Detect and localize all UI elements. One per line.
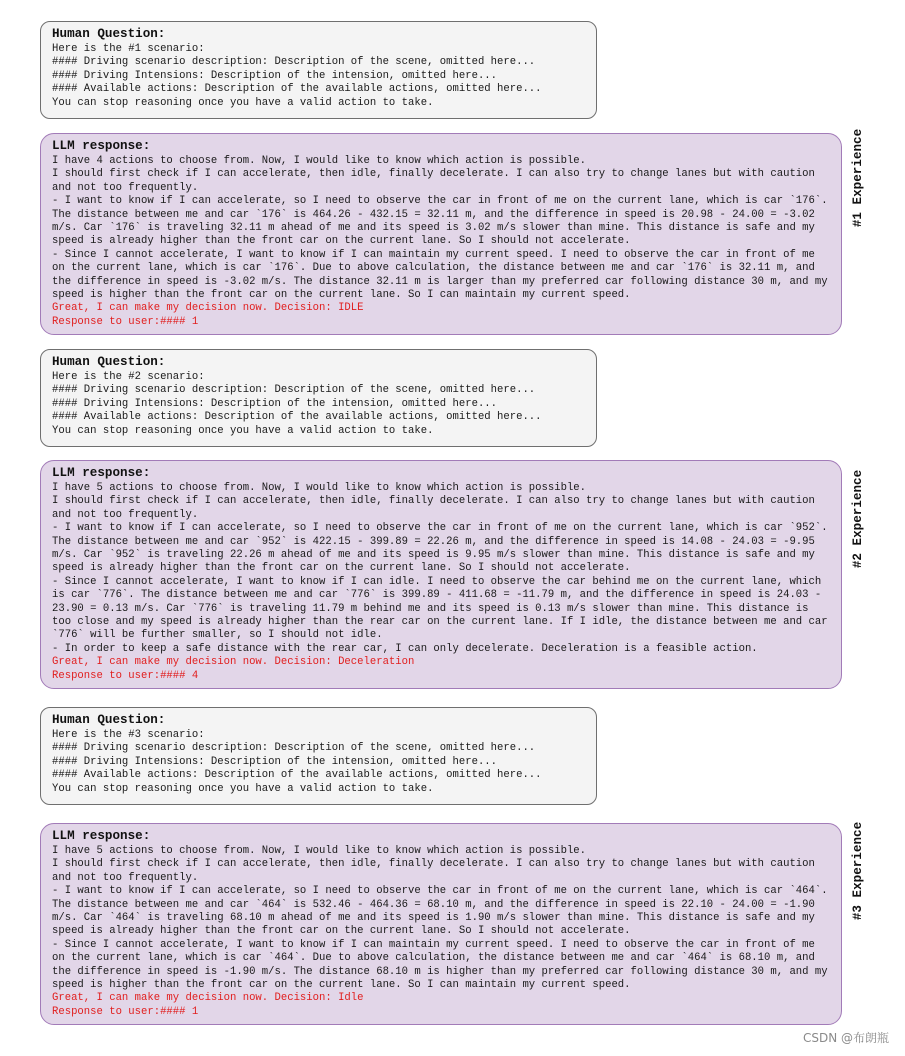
question-line: #### Available actions: Description of the available actions, omitted here... bbox=[52, 83, 542, 96]
experience-label-text: #2 Experience bbox=[851, 469, 865, 569]
human-question-box-1 bbox=[40, 21, 597, 119]
human-question-box-2 bbox=[40, 349, 597, 447]
response-line: - I want to know if I can accelerate, so I need to observe the car in front of me on the current lane, which is car `176`. The distance between me and car `176` is 464.26 - 432.15 = 32.11 m, and the difference in speed is 20.98 - 24.00 = -3.02 m/s. Car `176` is traveling 32.11 m ahead of me and its speed is 3.02 m/s slower than mine. This distance is safe and my speed is already higher than the front car on the current lane. So I should not accelerate. bbox=[52, 195, 828, 248]
response-line: I should first check if I can accelerate, then idle, finally decelerate. I can also try to change lanes but with caution and not too frequently. bbox=[52, 168, 815, 194]
response-line: - Since I cannot accelerate, I want to know if I can maintain my current speed. I need to observe the car in front of me on the current lane, which is car `176`. Due to above calculation, the distance between me and car `176` is 32.11 m, and the difference in speed is -3.02 m/s. The distance 32.11 m is larger than my preferred car following distance 30 m, and my speed is higher than the front car on the current lane. So I can maintain my current speed. bbox=[52, 248, 828, 302]
question-line: #### Driving scenario description: Description of the scene, omitted here... bbox=[52, 56, 536, 69]
response-line: I have 4 actions to choose from. Now, I would like to know which action is possible. bbox=[52, 155, 587, 167]
user-response-text: Response to user:#### 4 bbox=[52, 669, 199, 682]
response-title: LLM response: bbox=[52, 139, 151, 153]
question-title: Human Question: bbox=[52, 355, 166, 369]
response-line: - I want to know if I can accelerate, so I need to observe the car in front of me on the current lane, which is car `952`. The distance between me and car `952` is 422.15 - 399.89 = 22.26 m, and the difference in speed is 14.08 - 24.03 = -9.95 m/s. Car `952` is traveling 22.26 m ahead of me and its speed is 9.95 m/s slower than mine. This distance is safe and my speed is already higher than the front car on the current lane. So I should not accelerate. bbox=[52, 522, 828, 575]
response-line: - I want to know if I can accelerate, so I need to observe the car in front of me on the current lane, which is car `464`. The distance between me and car `464` is 532.46 - 464.36 = 68.10 m, and the difference in speed is 22.10 - 24.00 = -1.90 m/s. Car `464` is traveling 68.10 m ahead of me and its speed is 1.90 m/s slower than mine. This distance is safe and my speed is already higher than the front car on the current lane. So I should not accelerate. bbox=[52, 885, 828, 938]
question-line: #### Available actions: Description of the available actions, omitted here... bbox=[52, 411, 542, 424]
question-line: #### Available actions: Description of the available actions, omitted here... bbox=[52, 769, 542, 782]
decision-text: Great, I can make my decision now. Decision: Idle bbox=[52, 992, 364, 1005]
response-line: I have 5 actions to choose from. Now, I would like to know which action is possible. bbox=[52, 845, 587, 857]
question-line: Here is the #1 scenario: bbox=[52, 43, 205, 55]
question-line: You can stop reasoning once you have a valid action to take. bbox=[52, 782, 434, 795]
question-line: Here is the #2 scenario: bbox=[52, 371, 205, 383]
decision-text: Great, I can make my decision now. Decision: Deceleration bbox=[52, 656, 415, 669]
experience-label-text: #3 Experience bbox=[851, 821, 865, 921]
response-line: - In order to keep a safe distance with the rear car, I can only decelerate. Deceleration is a feasible action. bbox=[52, 642, 758, 655]
response-line: I should first check if I can accelerate, then idle, finally decelerate. I can also try to change lanes but with caution and not too frequently. bbox=[52, 858, 815, 884]
question-line: #### Driving Intensions: Description of the intension, omitted here... bbox=[52, 397, 498, 410]
question-title: Human Question: bbox=[52, 27, 166, 41]
response-title: LLM response: bbox=[52, 466, 151, 480]
llm-response-box-3 bbox=[40, 823, 842, 1025]
human-question-box-3 bbox=[40, 707, 597, 805]
response-line: - Since I cannot accelerate, I want to know if I can idle. I need to observe the car behind me on the current lane, which is car `776`. The distance between me and car `776` is 399.89 - 411.68 = -11.79 m, and the difference in speed is 24.03 - 23.90 = 0.13 m/s. Car `776` is traveling 11.79 m behind me and its speed is 0.13 m/s slower than mine. This distance is too close and my speed is already higher than the rear car on the current lane. If I idle, the distance between me and car `776` will be further smaller, so I should not idle. bbox=[52, 575, 828, 642]
question-line: #### Driving scenario description: Description of the scene, omitted here... bbox=[52, 742, 536, 755]
question-line: You can stop reasoning once you have a valid action to take. bbox=[52, 424, 434, 437]
response-title: LLM response: bbox=[52, 829, 151, 843]
response-line: - Since I cannot accelerate, I want to know if I can maintain my current speed. I need to observe the car in front of me on the current lane, which is car `464`. Due to above calculation, the distance between me and car `464` is 68.10 m, and the difference in speed is -1.90 m/s. The distance 68.10 m is higher than my preferred car following distance 30 m, and my speed is higher than the front car on the current lane. So I can maintain my current speed. bbox=[52, 938, 828, 992]
question-line: #### Driving Intensions: Description of the intension, omitted here... bbox=[52, 69, 498, 82]
question-line: #### Driving scenario description: Description of the scene, omitted here... bbox=[52, 384, 536, 397]
watermark: CSDN @布朗瓶 bbox=[802, 1031, 889, 1045]
user-response-text: Response to user:#### 1 bbox=[52, 1005, 199, 1018]
response-line: I have 5 actions to choose from. Now, I would like to know which action is possible. bbox=[52, 482, 587, 494]
user-response-text: Response to user:#### 1 bbox=[52, 315, 199, 328]
question-line: You can stop reasoning once you have a valid action to take. bbox=[52, 96, 434, 109]
decision-text: Great, I can make my decision now. Decision: IDLE bbox=[52, 302, 364, 315]
llm-response-box-1 bbox=[40, 133, 842, 335]
llm-response-box-2 bbox=[40, 460, 842, 689]
question-line: #### Driving Intensions: Description of the intension, omitted here... bbox=[52, 755, 498, 768]
question-title: Human Question: bbox=[52, 713, 166, 727]
experience-label-text: #1 Experience bbox=[851, 128, 865, 228]
response-line: I should first check if I can accelerate, then idle, finally decelerate. I can also try to change lanes but with caution and not too frequently. bbox=[52, 495, 815, 521]
question-line: Here is the #3 scenario: bbox=[52, 729, 205, 741]
